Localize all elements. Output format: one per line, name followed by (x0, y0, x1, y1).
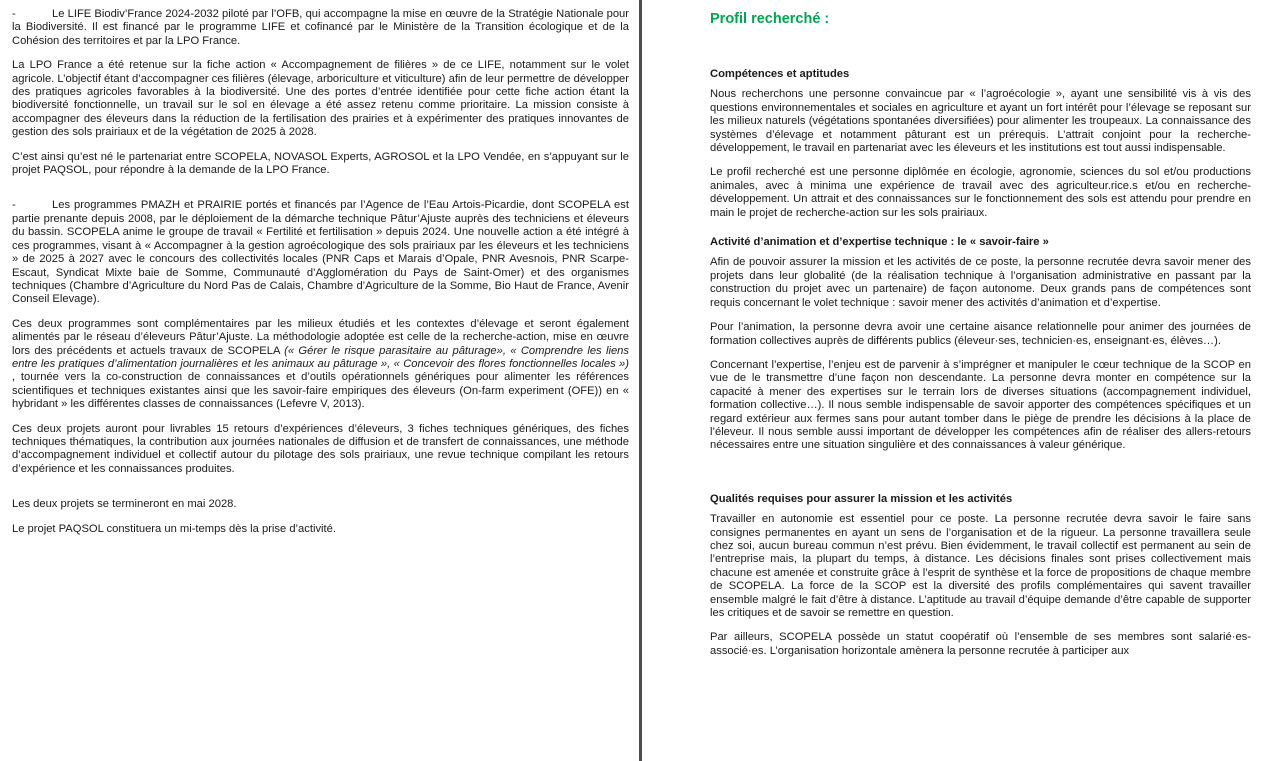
paragraph (710, 166, 1251, 220)
section-heading: Compétences et aptitudes (710, 68, 850, 80)
text-run: Pour l’animation, la personne devra avoir une certaine aisance relationnelle pour animer des journées de formation collectives auprès de différents publics (éleveur·ses, technicien·es, enseignant·es, élèves…). (710, 321, 1251, 347)
paragraph (710, 256, 1251, 310)
text-run: La LPO France a été retenue sur la fiche action « Accompagnement de filières » de ce LIFE, notamment sur le volet agricole. L’objectif étant d’accompagner ces filières (élevage, arboriculture et viticulture) afin de leur permettre de développer des pratiques agricoles favorables à la biodiversité. Une des portes d’entrée identifiée pour cette fiche action étant la biodiversité fonctionnelle, un travail sur le sol en élevage a été assez retenu comme prioritaire. La mission consiste à accompagner des éleveurs dans la réduction de la fertilisation des prairies et à expérimenter des pratiques innovantes de gestion des sols prairiaux et de la végétation de 2025 à 2028. (12, 59, 629, 139)
text-run: Ces deux programmes sont complémentaires par les milieux étudiés et les contextes d’élevage et seront également alimentés par le réseau d’éleveurs Pâtur’Ajuste. La méthodologie adoptée est celle de la recherche-action, mise en œuvre lors des précédents et actuels travaux de SCOPELA (12, 317, 629, 357)
paragraph (710, 513, 1251, 620)
paragraph (12, 151, 629, 178)
paragraph (710, 88, 1251, 155)
text-run: Concernant l’expertise, l’enjeu est de parvenir à s’imprégner et manipuler le cœur technique de la SCOP en vue de le transmettre d’une façon non descendante. La personne devra monter en compétence sur la capacité à mener des expertises sur le terrain lors de diverses situations (accompagnement individuel, formation collective…). Il nous semble indispensable de savoir apporter des compétences spécifiques et un regard extérieur aux fermes sans pour autant tomber dans le piège de prendre les décisions à la place de l’éleveur. Il nous semble aussi important de développer les compétences afin de réaliser des allers-retours nécessaires entre une situation singulière et des connaissances à valeur générique. (710, 358, 1251, 452)
paragraph (710, 359, 1251, 453)
text-run: Le profil recherché est une personne diplômée en écologie, agronomie, sciences du sol et/ou productions animales, avec à minima une expérience de travail avec des agriculteur.rice.s et/ou en recherche-développement. Un attrait et des connaissances sur le fonctionnement des sols est attendu pour prendre en main le projet de recherche-action sur les sols prairiaux. (710, 166, 1251, 219)
text-run: C’est ainsi qu’est né le partenariat entre SCOPELA, NOVASOL Experts, AGROSOL et la LPO Vendée, en s’appuyant sur le projet PAQSOL, pour répondre à la demande de la LPO France. (12, 150, 629, 177)
list-dash: - (12, 8, 16, 20)
text-run: (« Gérer le risque parasitaire au pâturage», « Comprendre les liens entre les pratiques d’alimentation journalières et les animaux au pâturage », « Concevoir des flores fonctionnelles locales ») (12, 344, 629, 370)
paragraph (12, 318, 629, 412)
section-heading: Qualités requises pour assurer la mission et les activités (710, 492, 1013, 505)
paragraph (710, 631, 1251, 658)
text-run: Travailler en autonomie est essentiel pour ce poste. La personne recrutée devra savoir le faire sans consignes permanentes en ayant un sens de l’organisation et de la rigueur. La personne travaillera seule chez soi, aucun bureau commun n’est prévu. Bien évidemment, le travail collectif est permanent au sein de l’entreprise mais, la plupart du temps, à distance. Les décisions finales sont prises collectivement mais chacune est amenée et construite grâce à l’esprit de synthèse et la force de propositions de chaque membre de SCOPELA. La force de la SCOP est la diversité des profils complémentaires qui savent travailler ensemble malgré le fait d’être à distance. L’aptitude au travail d’équipe demande d’être capable de supporter les critiques et de savoir se remettre en question. (710, 513, 1251, 619)
list-dash: - (12, 199, 16, 212)
text-run: , tournée vers la co-construction de connaissances et d’outils opérationnels génériques pour alimenter les références scientifiques et techniques existantes ainsi que les savoir-faire empiriques des éleveurs (On-farm experiment (OFE)) en « hybridant » les différentes classes de connaissances (Lefevre V, 2013). (12, 371, 629, 411)
page-divider (639, 0, 642, 761)
left-column (12, 8, 629, 547)
text-run: Ces deux projets auront pour livrables 15 retours d’expériences d’éleveurs, 3 fiches techniques génériques, des fiches techniques thématiques, la contribution aux journées nationales de diffusion et de transfert de connaissances, une méthode d’accompagnement individuel et collectif autour du pilotage des sols prairiaux, une revue technique compilant les retours d’expérience et les connaissances produites. (12, 422, 629, 475)
text-run: Par ailleurs, SCOPELA possède un statut coopératif où l’ensemble de ses membres sont salarié·es-associé·es. L’organisation horizontale amènera la personne recrutée à participer aux (710, 631, 1251, 657)
paragraph (12, 59, 629, 139)
paragraph (12, 498, 629, 511)
text-run: Nous recherchons une personne convaincue par « l’agroécologie », ayant une sensibilité vis à vis des questions environnementales et sociales en agriculture et ayant un fort intérêt pour l’élevage se reposant sur les milieux naturels (végétations spontanées diversifiées) pour alimenter les troupeaux. La connaissance des systèmes d’élevage et notamment pâturant est un prérequis. L’attrait conjoint pour la recherche-développement, le travail en partenariat avec les éleveurs et les institutions est tout aussi indispensable. (710, 88, 1251, 155)
paragraph (12, 523, 629, 536)
profile-title: Profil recherché : (710, 11, 830, 27)
text-run: Les deux projets se termineront en mai 2028. (12, 498, 237, 511)
text-run: Le LIFE Biodiv’France 2024-2032 piloté par l’OFB, qui accompagne la mise en œuvre de la Stratégie Nationale pour la Biodiversité. Il est financé par le programme LIFE et cofinancé par le Ministère de la Transition écologique et de la Cohésion des territoires et par la LPO France. (12, 8, 629, 47)
text-run: Les programmes PMAZH et PRAIRIE portés et financés par l’Agence de l’Eau Artois-Picardie, dont SCOPELA est partie prenante depuis 2008, par le déploiement de la démarche technique Pâtur’Ajuste auprès des techniciens et éleveurs du bassin. SCOPELA anime le groupe de travail « Fertilité et fertilisation » depuis 2024. Une nouvelle action a été intégré à ces programmes, visant à « Accompagner à la gestion agroécologique des sols prairiaux par les éleveurs et les techniciens » de 2025 à 2027 avec le concours des collectivités locales (PNR Caps et Marais d’Opale, PNR Avesnois, PNR Scarpe-Escaut, Syndicat Mixte baie de Somme, Communauté d’Agglomération du Pays de Saint-Omer) et des organismes techniques (Chambre d’Agriculture du Nord Pas de Calais, Chambre d’Agriculture de la Somme, Bio Haut de France, Avenir Conseil Elevage). (12, 199, 629, 306)
section-heading: Activité d’animation et d’expertise technique : le « savoir-faire » (710, 236, 1049, 249)
paragraph (710, 321, 1251, 348)
paragraph (12, 8, 629, 48)
paragraph (12, 199, 629, 306)
text-run: Le projet PAQSOL constituera un mi-temps dès la prise d’activité. (12, 522, 336, 535)
right-column (710, 10, 1251, 669)
text-run: Afin de pouvoir assurer la mission et les activités de ce poste, la personne recrutée devra savoir mener des projets dans leur globalité (de la réalisation technique à l’organisation administrative en passant par la construction du projet avec un partenaire) de façon autonome. Deux grands pans de compétences sont requis concernant le volet technique : savoir mener des activités d’animation et d’expertise. (710, 256, 1251, 309)
right-column-blocks (710, 68, 1251, 658)
paragraph (12, 423, 629, 477)
